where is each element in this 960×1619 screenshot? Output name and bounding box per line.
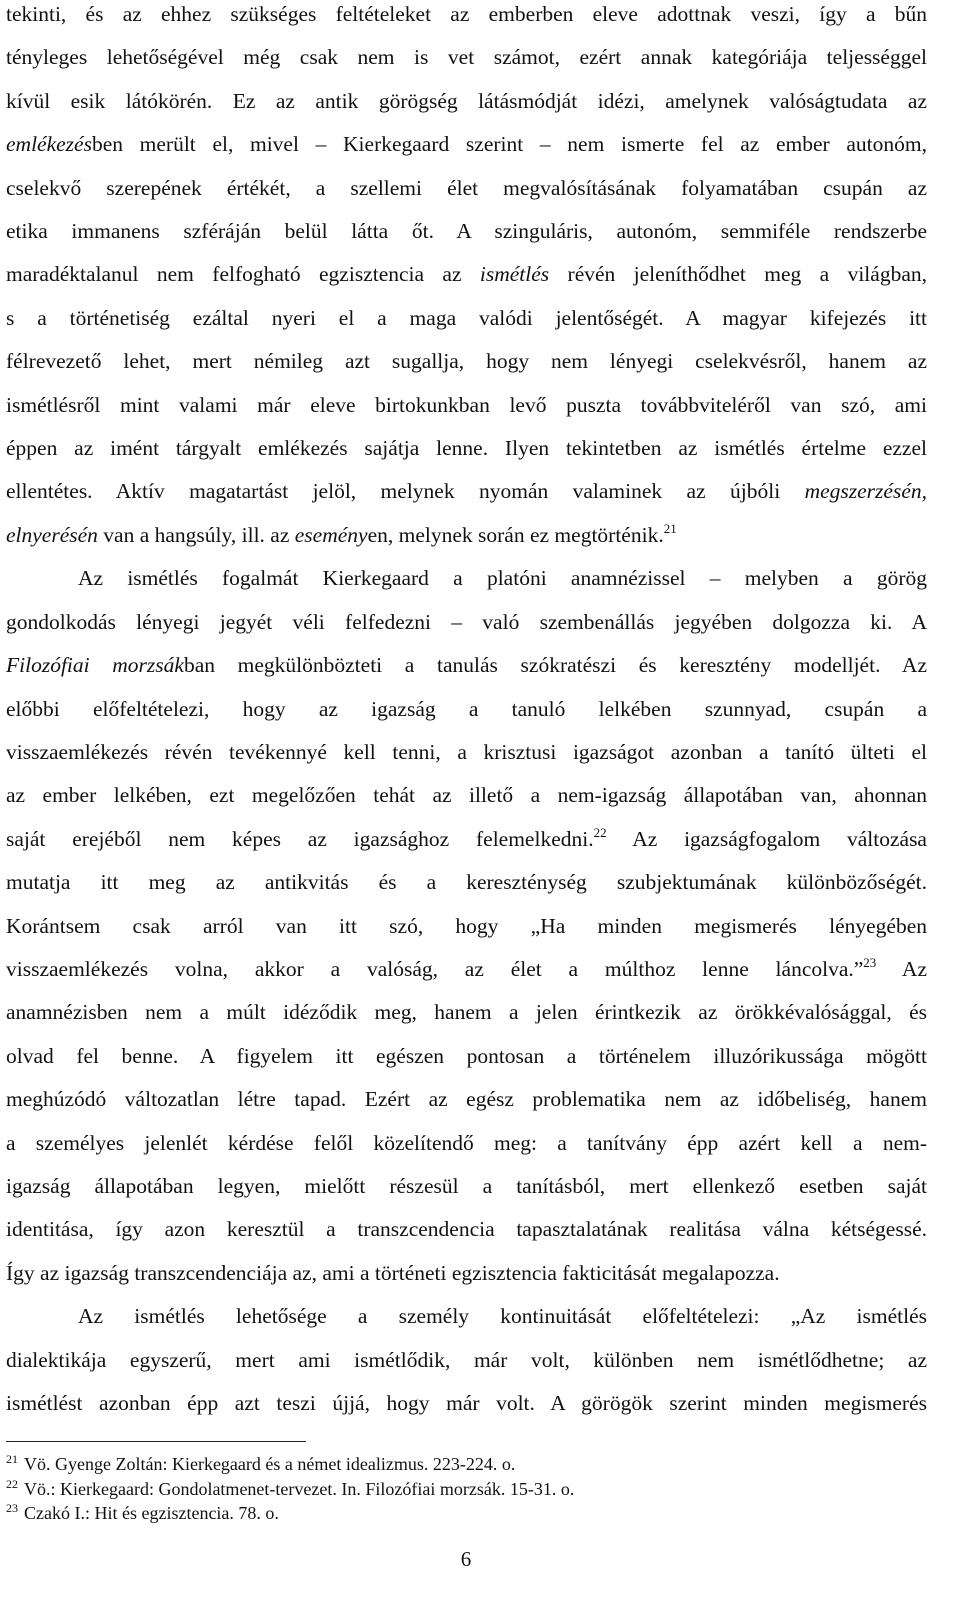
body-line: visszaemlékezés révén tevékennyé kell tenni, a krisztusi igazságot azonban a tanító ülteti el <box>6 740 927 764</box>
footnote-number: 23 <box>6 1501 18 1515</box>
body-line: igazság állapotában legyen, mielőtt részesül a tanításból, mert ellenkező esetben saját <box>6 1174 927 1198</box>
italic-title: Filozófiai morzsák <box>6 653 184 677</box>
body-line: ismétlésről mint valami már eleve birtokunkban levő puszta továbbviteléről van szó, ami <box>6 393 927 417</box>
italic-term: emlékezés <box>6 132 92 156</box>
footnote-separator <box>6 1441 306 1442</box>
body-line: etika immanens szféráján belül látta őt. A szinguláris, autonóm, semmiféle rendszerbe <box>6 219 927 243</box>
footnote-number: 22 <box>6 1477 18 1491</box>
footnote: $^{21}$ Vö. Gyenge Zoltán: Kierkegaard és a német idealizmus. 223-224. o. <box>6 1452 516 1474</box>
body-line: dialektikája egyszerű, mert ami ismétlődik, már volt, különben nem ismétlődhetne; az <box>6 1348 927 1372</box>
body-line: saját erejéből nem képes az igazsághoz felemelkedni.$^{22}$ Az igazságfogalom változása <box>6 825 927 851</box>
footnote: $^{23}$ Czakó I.: Hit és egzisztencia. 78. o. <box>6 1501 279 1523</box>
body-line: kívül esik látókörén. Ez az antik görögség látásmódját idézi, amelynek valóságtudata az <box>6 89 927 113</box>
body-line: tényleges lehetőségével még csak nem is vet számot, ezért annak kategóriája teljességgel <box>6 45 927 69</box>
body-line: ellentétes. Aktív magatartást jelöl, melynek nyomán valaminek az újbóli megszerzésén, <box>6 479 927 503</box>
footnote-ref-21[interactable]: 21 <box>663 521 677 536</box>
body-line: Korántsem csak arról van itt szó, hogy „Ha minden megismerés lényegében <box>6 914 927 938</box>
footnote-ref-23[interactable]: 23 <box>863 955 877 970</box>
body-line: identitása, így azon keresztül a transzcendencia tapasztalatának realitása válna kétségessé. <box>6 1217 927 1241</box>
body-line: meghúzódó változatlan létre tapad. Ezért az egész problematika nem az időbeliség, hanem <box>6 1087 927 1111</box>
body-line: emlékezésben merült el, mivel – Kierkegaard szerint – nem ismerte fel az ember autonóm, <box>6 132 927 156</box>
italic-term: megszerzésén, <box>804 479 927 503</box>
body-line: mutatja itt meg az antikvitás és a kereszténység szubjektumának különbözőségét. <box>6 870 927 894</box>
body-line: a személyes jelenlét kérdése felől közelítendő meg: a tanítvány épp azért kell a nem- <box>6 1131 927 1155</box>
footnote-ref-22[interactable]: 22 <box>593 825 607 840</box>
body-line: olvad fel benne. A figyelem itt egészen pontosan a történelem illuzórikussága mögött <box>6 1044 927 1068</box>
body-line: előbbi előfeltételezi, hogy az igazság a tanuló lelkében szunnyad, csupán a <box>6 697 927 721</box>
body-line: az ember lelkében, ezt megelőzően tehát az illető a nem-igazság állapotában van, ahonnan <box>6 783 927 807</box>
body-line: gondolkodás lényegi jegyét véli felfedezni – való szembenállás jegyében dolgozza ki. A <box>6 610 927 634</box>
italic-term: esemény <box>294 523 368 547</box>
italic-term: ismétlés <box>479 262 550 286</box>
footnote: $^{22}$ Vö.: Kierkegaard: Gondolatmenet-tervezet. In. Filozófiai morzsák. 15-31. o. <box>6 1477 575 1499</box>
body-line: maradéktalanul nem felfogható egzisztencia az ismétlés révén jeleníthődhet meg a világban, <box>6 262 927 286</box>
body-line: anamnézisben nem a múlt idéződik meg, hanem a jelen érintkezik az örökkévalósággal, és <box>6 1000 927 1024</box>
footnote-number: 21 <box>6 1452 18 1466</box>
italic-term: elnyerésén <box>6 523 98 547</box>
body-line: ismétlést azonban épp azt teszi újjá, hogy már volt. A görögök szerint minden megismerés <box>6 1391 927 1415</box>
body-line: elnyerésén van a hangsúly, ill. az eseményen, melynek során ez megtörténik.$^{21}$ <box>6 521 677 547</box>
body-line: tekinti, és az ehhez szükséges feltételeket az emberben eleve adottnak veszi, így a bűn <box>6 2 927 26</box>
body-line: félrevezető lehet, mert némileg azt sugallja, hogy nem lényegi cselekvésről, hanem az <box>6 349 927 373</box>
body-line: visszaemlékezés volna, akkor a valóság, az élet a múlthoz lenne láncolva.”$^{23}$ Az <box>6 955 927 981</box>
body-line: Az ismétlés lehetősége a személy kontinuitását előfeltételezi: „Az ismétlés <box>78 1304 927 1328</box>
body-line: éppen az imént tárgyalt emlékezés sajátja lenne. Ilyen tekintetben az ismétlés értelme ezzel <box>6 436 927 460</box>
body-line: Az ismétlés fogalmát Kierkegaard a platóni anamnézissel – melyben a görög <box>78 566 927 590</box>
page-number: 6 <box>460 1547 472 1571</box>
body-line: cselekvő szerepének értékét, a szellemi élet megvalósításának folyamatában csupán az <box>6 176 927 200</box>
body-line: s a történetiség ezáltal nyeri el a maga valódi jelentőségét. A magyar kifejezés itt <box>6 306 927 330</box>
body-line: Így az igazság transzcendenciája az, ami a történeti egzisztencia fakticitását megalapozza. <box>6 1261 780 1285</box>
body-line: Filozófiai morzsákban megkülönbözteti a tanulás szókratészi és keresztény modelljét. Az <box>6 653 927 677</box>
